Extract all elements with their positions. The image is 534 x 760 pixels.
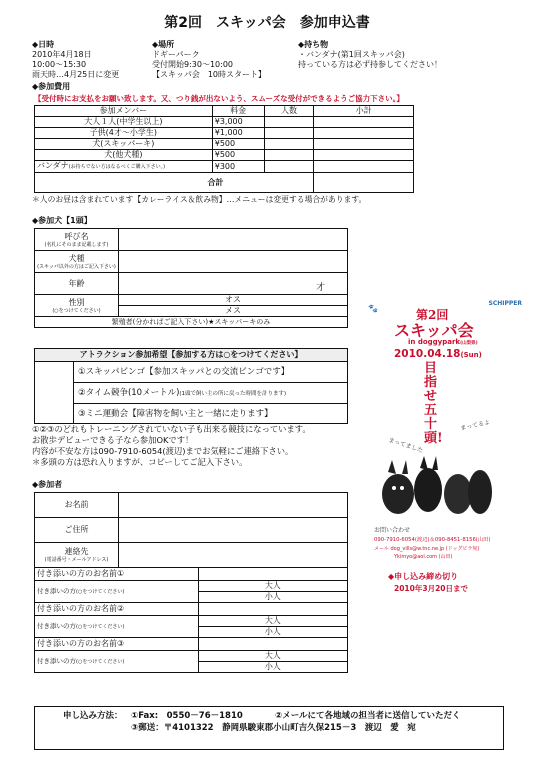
fee-price: ¥1,000 [212, 128, 264, 139]
dog-neuter-row [35, 317, 348, 328]
dog-age-mark: 才 [316, 283, 326, 293]
fee-count-field[interactable] [264, 150, 314, 161]
participant-table [34, 492, 348, 673]
table-row [35, 117, 414, 128]
fee-price: ¥500 [212, 139, 264, 150]
companion-sub2: (○をつけてください) [76, 624, 125, 630]
dog-breed-sub: (スキッパ以外の方はご記入下さい) [37, 263, 116, 270]
participant-name: お名前 [35, 493, 119, 518]
dog-breed-cell [35, 251, 119, 273]
fee-table [34, 105, 414, 193]
date-section [32, 40, 119, 80]
fee-price: ¥300 [212, 161, 264, 173]
dog-neuter[interactable]: 繁殖者(分かればご記入下さい)★スキッパーキのみ [35, 317, 348, 328]
poster-sub2: (山梨県) [460, 341, 478, 346]
fee-member: バンダナ [37, 161, 69, 170]
fee-subtotal-field[interactable] [314, 128, 414, 139]
participant-contact-row [35, 543, 348, 568]
fee-header-row [35, 106, 414, 117]
companion-type-row [35, 616, 348, 627]
event-poster [368, 300, 528, 600]
attraction-item[interactable] [74, 362, 347, 383]
companion-sub: 付き添いの方 [37, 622, 76, 630]
dog-sex-cell [35, 295, 119, 317]
fee-member: 犬(スキッパーキ) [35, 139, 213, 150]
companion-sub-cell [35, 651, 199, 673]
footer-method-label: 申し込み方法： [63, 711, 123, 721]
poster-hand1: まってるよ [459, 418, 491, 433]
poster-contact-label: お問い合わせ [374, 527, 411, 534]
table-row [35, 161, 414, 173]
attraction-note: (10メートル) [127, 388, 180, 398]
dog-female-option[interactable]: メス [118, 306, 347, 317]
companion-child-option[interactable]: 小人 [198, 592, 347, 603]
poster-sub: in doggypark [408, 338, 461, 346]
dog-table [34, 228, 348, 328]
fee-member-bandana [35, 161, 213, 173]
attraction-box [34, 348, 348, 424]
attraction-label: ①スキッパビンゴ [78, 367, 145, 377]
bring-note: 持っている方は必ず持参してください！ [298, 60, 442, 69]
participant-name-row [35, 493, 348, 518]
place-section [152, 40, 266, 80]
fee-subtotal-field[interactable] [314, 117, 414, 128]
dog-sex: 性別 [68, 297, 85, 307]
fee-bandana-note: (お持ちでない方はなるべくご購入下さい。) [68, 164, 166, 170]
start-line: 【スキッパ会 10時スタート】 [152, 70, 267, 79]
rain-line: 雨天時…4月25日に変更 [32, 70, 120, 79]
poster-deadline: 2010年3月20日まで [394, 584, 469, 593]
participant-contact: 連絡先 [64, 547, 89, 556]
attraction-header: アトラクション参加希望【参加する方は○をつけてください】 [35, 349, 347, 362]
poster-hand2: まってました [387, 436, 424, 455]
poster-date-wrap [394, 348, 482, 360]
date-line: 2010年4月18日 [32, 50, 92, 59]
fee-member: 子供(4才～小学生) [35, 128, 213, 139]
poster-day: (Sun) [460, 351, 482, 359]
fee-count-field[interactable] [264, 161, 314, 173]
companion-type-row [35, 581, 348, 592]
participant-address: ご住所 [35, 518, 119, 543]
companion-child-option[interactable]: 小人 [198, 627, 347, 638]
footer-post: ③郵送：〒4101322 静岡県駿東郡小山町吉久保215－3 渡辺 愛 宛 [131, 723, 416, 733]
fee-header-price: 料金 [212, 106, 264, 117]
dog-call-name-field[interactable] [118, 229, 347, 251]
attraction-note: 【障害物を飼い主と一緒に走ります】 [128, 409, 273, 419]
dog-sex-sub: (○をつけてください) [52, 307, 101, 314]
dog-call-name: 呼び名 [64, 231, 89, 241]
participant-contact-sub: (電話番号・メールアドレス) [44, 557, 109, 563]
attraction-item[interactable] [74, 404, 347, 424]
dog-call-name-sub: (名札にそのまま記載します) [44, 241, 109, 248]
poster-name: スキッパ会 [394, 321, 474, 340]
dog-age: 年齢 [35, 273, 119, 295]
attraction-small: (1頭で飼い主の所に戻った時間を計ります) [179, 391, 287, 397]
companion-sub2: (○をつけてください) [76, 659, 125, 665]
poster-mail2: Ykimyo@aol.com (山田) [394, 554, 453, 560]
companion-adult-option[interactable]: 大人 [198, 616, 347, 627]
fee-total-row [35, 173, 414, 193]
dogs-photo [376, 450, 496, 520]
participant-contact-field[interactable] [118, 543, 347, 568]
poster-date: 2010.04.18 [394, 348, 461, 360]
footer-box [34, 706, 504, 750]
companion-sub: 付き添いの方 [37, 657, 76, 665]
dog-call-name-row [35, 229, 348, 251]
fee-member: 大人１人(中学生以上) [35, 117, 213, 128]
fee-count-field[interactable] [264, 128, 314, 139]
place-label: ◆場所 [152, 40, 175, 49]
companion-name-field[interactable] [198, 638, 347, 651]
poster-slogan: 目指せ五十頭! [424, 361, 443, 446]
companion-row [35, 603, 348, 616]
fee-price: ¥500 [212, 150, 264, 161]
fee-count-field[interactable] [264, 139, 314, 150]
attraction-list [73, 362, 347, 424]
companion-child-option[interactable]: 小人 [198, 662, 347, 673]
footer-fax: ①Fax: 0550－76－1810 [131, 711, 243, 721]
date-label: ◆日時 [32, 40, 55, 49]
companion-sub-cell [35, 616, 199, 638]
table-row [35, 139, 414, 150]
poster-mail: メール dog_vills@w.tnc.ne.jp (ドッグビラ宛) [374, 546, 480, 552]
attraction-item[interactable] [74, 383, 347, 404]
fee-total-field[interactable] [314, 173, 414, 193]
companion-name-field[interactable] [198, 603, 347, 616]
dog-age-row [35, 273, 348, 295]
attraction-label: ②タイム競争 [78, 388, 128, 398]
fee-header-count: 人数 [264, 106, 314, 117]
bring-line: ・バンダナ(第1回スキッパ会) [298, 50, 405, 59]
table-row [35, 128, 414, 139]
fee-notice: 【受付時にお支払をお願い致します。又、つり銭が出ないよう、スムーズな受付ができるようご協力下さい。】 [34, 94, 404, 103]
participant-address-field[interactable] [118, 518, 347, 543]
companion-label: 付き添いの方のお名前③ [35, 638, 199, 651]
fee-total-label: 合計 [35, 173, 314, 193]
companion-type-row [35, 651, 348, 662]
dog-breed: 犬種 [68, 253, 85, 263]
companion-row [35, 638, 348, 651]
participant-contact-cell [35, 543, 119, 568]
attraction-note-line: 内容が不安な方は090-7910-6054(渡辺)までお気軽にご連絡下さい。 [32, 446, 294, 456]
fee-price: ¥3,000 [212, 117, 264, 128]
fee-subtotal-field[interactable] [314, 150, 414, 161]
page-title: 第2回 スキッパ会 参加申込書 [164, 15, 370, 31]
dog-label: ◆参加犬【1頭】 [32, 216, 92, 225]
fee-header-subtotal: 小計 [314, 106, 414, 117]
table-row [35, 150, 414, 161]
companion-row [35, 568, 348, 581]
attraction-note-line: ①②③のどれもトレーニングされていない子も出来る競技になっています。 [32, 424, 311, 434]
poster-title: 第2回 [416, 308, 449, 322]
attraction-note-line: ＊多頭の方は恐れ入りますが、コピーしてご記入下さい。 [32, 457, 248, 467]
dog-breed-row [35, 251, 348, 273]
attraction-notes [32, 424, 311, 468]
poster-brand: SCHIPPER [488, 300, 522, 307]
companion-adult-option[interactable]: 大人 [198, 651, 347, 662]
poster-phones: 090-7910-6054(渡辺)＆090-8451-8156(山田) [374, 537, 491, 543]
fee-header-member: 参加メンバー [35, 106, 213, 117]
meal-note: ＊人のお昼は含まれています【カレーライス＆飲み物】…メニューは変更する場合があります。 [32, 195, 367, 204]
fee-subtotal-field[interactable] [314, 161, 414, 173]
companion-label: 付き添いの方のお名前② [35, 603, 199, 616]
participant-label: ◆参加者 [32, 480, 63, 489]
place-line: ドギーパーク [152, 50, 200, 59]
companion-label: 付き添いの方のお名前① [35, 568, 199, 581]
participant-name-field[interactable] [118, 493, 347, 518]
attraction-note: 【参加スキッパとの交流ビンゴです】 [144, 367, 290, 377]
paw-icon: 🐾 [368, 304, 378, 313]
dog-male-option[interactable]: オス [118, 295, 347, 306]
companion-sub: 付き添いの方 [37, 587, 76, 595]
attraction-label: ③ミニ運動会 [78, 409, 129, 419]
dog-call-name-cell [35, 229, 119, 251]
reception-line: 受付開始9:30～10:00 [152, 60, 234, 69]
time-line: 10:00～15:30 [32, 60, 87, 69]
fee-label: ◆参加費用 [32, 82, 71, 91]
poster-deadline-label: ◆申し込み締め切り [388, 572, 459, 581]
companion-name-field[interactable] [198, 568, 347, 581]
bring-label: ◆持ち物 [298, 40, 329, 49]
companion-sub-cell [35, 581, 199, 603]
companion-sub2: (○をつけてください) [76, 589, 125, 595]
dog-breed-field[interactable] [118, 251, 347, 273]
fee-member: 犬(他犬種) [35, 150, 213, 161]
fee-count-field[interactable] [264, 117, 314, 128]
dog-sex-row [35, 295, 348, 306]
fee-subtotal-field[interactable] [314, 139, 414, 150]
participant-address-row [35, 518, 348, 543]
attraction-note-line: お散歩デビューできる子なら参加OKです！ [32, 435, 194, 445]
poster-sub-wrap [408, 338, 478, 346]
bring-section [298, 40, 442, 70]
companion-adult-option[interactable]: 大人 [198, 581, 347, 592]
footer-mail: ②メールにて各地域の担当者に送信していただく [275, 711, 461, 721]
dog-age-field[interactable] [118, 273, 347, 295]
